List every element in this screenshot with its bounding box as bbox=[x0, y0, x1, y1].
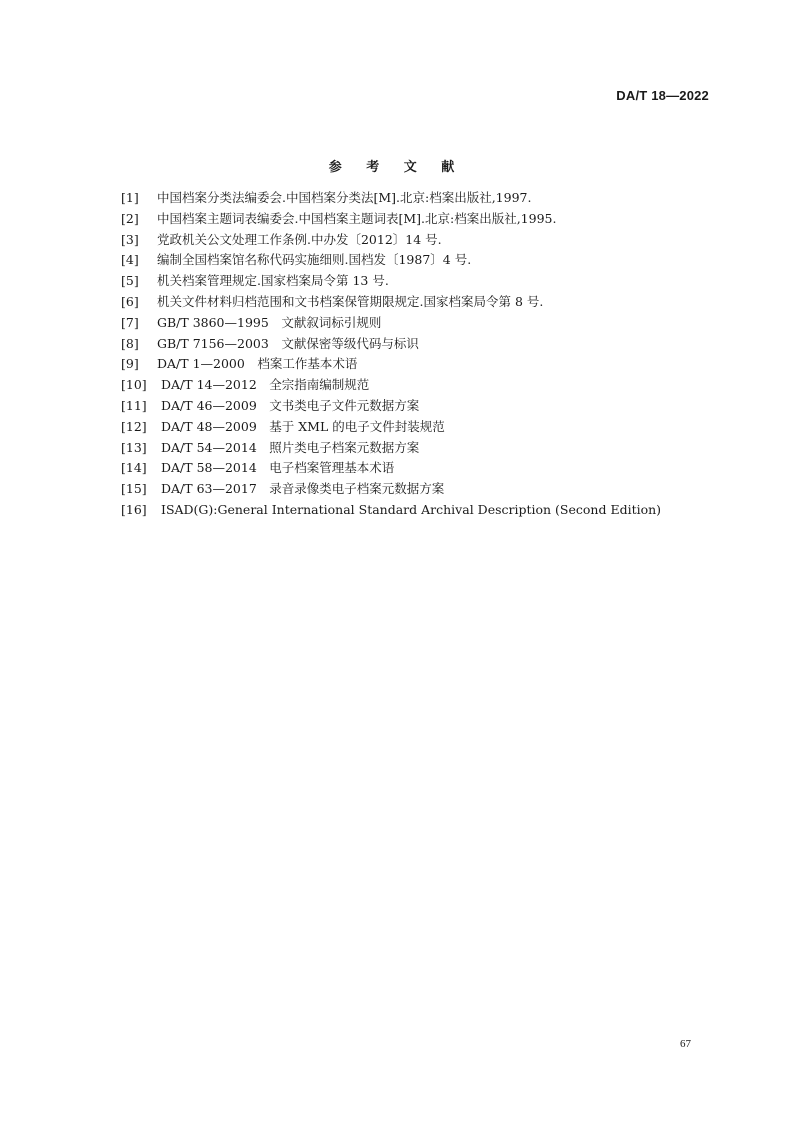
reference-item bbox=[121, 250, 721, 271]
reference-text: ISAD(G):General International Standard Archival Description (Second Edition) bbox=[161, 501, 662, 517]
reference-text: 机关文件材料归档范围和文书档案保管期限规定.国家档案局令第 8 号. bbox=[157, 293, 544, 309]
reference-text: 中国档案主题词表编委会.中国档案主题词表[M].北京:档案出版社,1995. bbox=[157, 210, 557, 226]
reference-number: [7] bbox=[121, 314, 139, 330]
reference-text: DA/T 14—2012 全宗指南编制规范 bbox=[161, 377, 370, 393]
reference-number: [6] bbox=[121, 293, 139, 309]
reference-number: [12] bbox=[121, 418, 147, 434]
reference-number: [16] bbox=[121, 501, 147, 517]
reference-text: 党政机关公文处理工作条例.中办发〔2012〕14 号. bbox=[157, 231, 442, 247]
reference-item bbox=[121, 417, 721, 438]
reference-item bbox=[121, 438, 721, 459]
reference-item bbox=[121, 375, 721, 396]
reference-item bbox=[121, 209, 721, 230]
reference-item bbox=[121, 230, 721, 251]
reference-text: GB/T 3860—1995 文献叙词标引规则 bbox=[157, 314, 382, 330]
reference-number: [9] bbox=[121, 356, 139, 372]
reference-text: 中国档案分类法编委会.中国档案分类法[M].北京:档案出版社,1997. bbox=[157, 190, 532, 205]
reference-text: DA/T 48—2009 基于 XML 的电子文件封装规范 bbox=[161, 418, 445, 434]
reference-text: DA/T 58—2014 电子档案管理基本术语 bbox=[161, 460, 395, 476]
page-number: 67 bbox=[680, 1038, 691, 1050]
reference-item bbox=[121, 292, 721, 313]
standard-number: DA/T 18—2022 bbox=[616, 88, 709, 103]
reference-item bbox=[121, 458, 721, 479]
reference-number: [5] bbox=[121, 273, 139, 289]
reference-number: [13] bbox=[121, 439, 147, 455]
reference-text: DA/T 54—2014 照片类电子档案元数据方案 bbox=[161, 439, 420, 455]
reference-number: [14] bbox=[121, 460, 147, 476]
reference-item bbox=[121, 500, 721, 521]
reference-number: [1] bbox=[121, 190, 139, 205]
reference-item bbox=[121, 479, 721, 500]
reference-text: DA/T 63—2017 录音录像类电子档案元数据方案 bbox=[161, 481, 445, 497]
reference-number: [10] bbox=[121, 377, 147, 393]
reference-number: [15] bbox=[121, 481, 147, 497]
reference-item bbox=[121, 313, 721, 334]
reference-number: [11] bbox=[121, 397, 147, 413]
reference-text: 编制全国档案馆名称代码实施细则.国档发〔1987〕4 号. bbox=[157, 252, 472, 268]
reference-text: 机关档案管理规定.国家档案局令第 13 号. bbox=[157, 273, 389, 289]
section-title: 参 考 文 献 bbox=[328, 160, 465, 175]
reference-text: DA/T 46—2009 文书类电子文件元数据方案 bbox=[161, 397, 420, 413]
reference-number: [8] bbox=[121, 335, 139, 351]
reference-text: GB/T 7156—2003 文献保密等级代码与标识 bbox=[157, 335, 419, 351]
reference-item bbox=[121, 354, 721, 375]
reference-item bbox=[121, 334, 721, 355]
reference-number: [2] bbox=[121, 210, 139, 226]
reference-text: DA/T 1—2000 档案工作基本术语 bbox=[157, 356, 358, 372]
reference-list bbox=[121, 188, 721, 521]
reference-number: [4] bbox=[121, 252, 139, 268]
reference-item bbox=[121, 188, 721, 209]
reference-number: [3] bbox=[121, 231, 139, 247]
reference-item bbox=[121, 396, 721, 417]
reference-item bbox=[121, 271, 721, 292]
